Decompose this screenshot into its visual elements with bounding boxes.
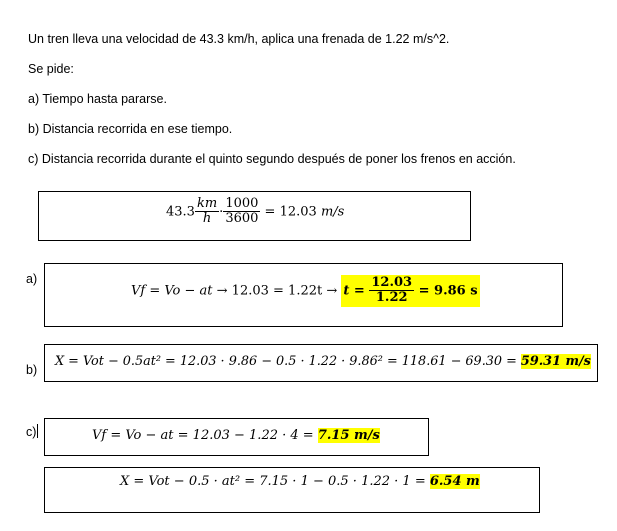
part-c-velocity-equation bbox=[92, 428, 380, 443]
part-a-lhs: Vf = Vo − at bbox=[131, 283, 213, 299]
problem-statement: Un tren lleva una velocidad de 43.3 km/h, aplica una frenada de 1.22 m/s^2. bbox=[28, 32, 450, 46]
question-b: b) Distancia recorrida en ese tiempo. bbox=[28, 122, 233, 136]
part-c-distance-box[interactable] bbox=[44, 467, 540, 513]
question-c: c) Distancia recorrida durante el quinto segundo después de poner los frenos en acción. bbox=[28, 152, 516, 166]
part-a-highlight: t = $\frac{12.03}{1.22}$ = 9.86 s bbox=[343, 275, 478, 306]
part-b-equation-box[interactable] bbox=[44, 344, 598, 382]
conversion-fraction-units: $\frac{km}{h}$ bbox=[196, 196, 218, 227]
part-a-fraction: $\frac{12.03}{1.22}$ bbox=[371, 275, 413, 306]
part-c-velocity-result: 7.15 m/s bbox=[317, 428, 380, 443]
part-c-velocity-lhs: Vf = Vo − at = 12.03 − 1.22 · 4 = bbox=[92, 428, 314, 443]
conversion-unit: m/s bbox=[320, 204, 345, 220]
part-a-equation-box[interactable] bbox=[44, 263, 563, 327]
part-c-distance-lhs: X = Vot − 0.5 · at² = 7.15 · 1 − 0.5 · 1.22 · 1 = bbox=[120, 474, 426, 489]
conversion-equation bbox=[166, 197, 344, 227]
part-a-result: = 9.86 s bbox=[418, 283, 478, 299]
question-a: a) Tiempo hasta pararse. bbox=[28, 92, 167, 106]
conversion-dot: · bbox=[219, 204, 224, 220]
se-pide-label: Se pide: bbox=[28, 62, 74, 76]
part-b-label: b) bbox=[26, 363, 38, 377]
part-b-lhs: X = Vot − 0.5at² = 12.03 · 9.86 − 0.5 · 1.22 · 9.86² = 118.61 − 69.30 = bbox=[55, 354, 517, 369]
part-c-distance-equation bbox=[120, 474, 480, 489]
part-c-label: c) bbox=[26, 425, 37, 439]
part-b-equation bbox=[55, 354, 591, 369]
part-c-velocity-box[interactable] bbox=[44, 418, 429, 456]
conversion-value: 43.3 bbox=[166, 204, 195, 220]
part-b-result: 59.31 m/s bbox=[520, 354, 591, 369]
part-a-label: a) bbox=[26, 272, 38, 286]
text-cursor bbox=[37, 424, 38, 438]
part-a-middle: → 12.03 = 1.22t → bbox=[216, 283, 338, 299]
part-a-equation bbox=[131, 275, 480, 307]
conversion-fraction-factor: $\frac{1000}{3600}$ bbox=[225, 196, 259, 227]
conversion-result: = 12.03 bbox=[264, 204, 317, 220]
conversion-equation-box[interactable] bbox=[38, 191, 471, 241]
part-c-distance-result: 6.54 m bbox=[429, 474, 480, 489]
